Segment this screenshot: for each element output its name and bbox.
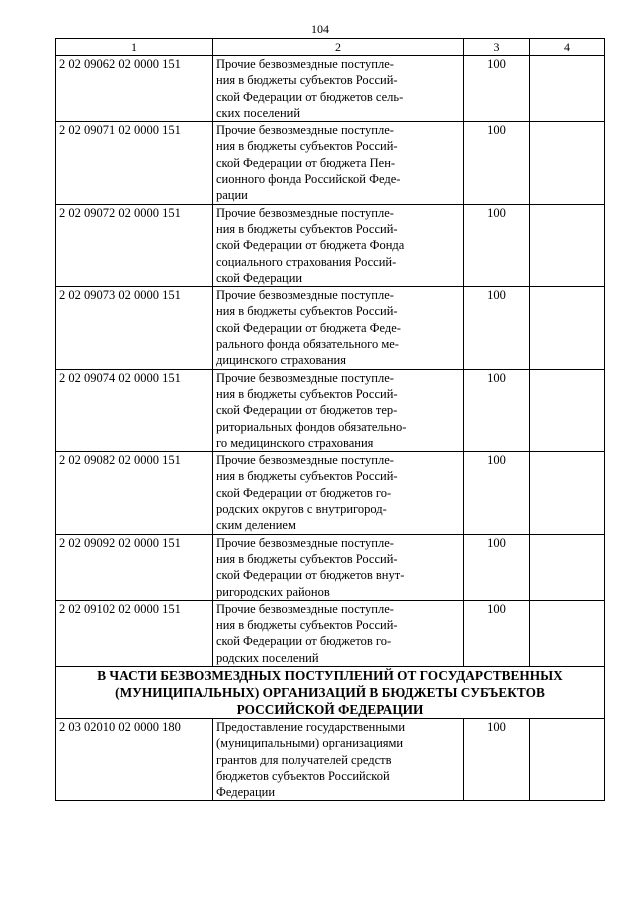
budget-code-cell: 2 02 09062 02 0000 151	[56, 56, 213, 122]
description-cell	[213, 56, 464, 122]
empty-cell	[530, 369, 605, 451]
description-line: ской Федерации от бюджетов го-	[216, 485, 392, 500]
description-line: ния в бюджеты субъектов Россий-	[216, 221, 398, 236]
header-cell-2: 2	[213, 39, 464, 56]
budget-table-body	[56, 39, 605, 801]
header-cell-4: 4	[530, 39, 605, 56]
description-line: ния в бюджеты субъектов Россий-	[216, 304, 398, 319]
table-row	[56, 369, 605, 451]
description-line: ния в бюджеты субъектов Россий-	[216, 551, 398, 566]
value-cell: 100	[464, 122, 530, 204]
description-line: рации	[216, 188, 248, 203]
description-line: Прочие безвозмездные поступле-	[216, 370, 394, 385]
description-cell	[213, 369, 464, 451]
description-cell	[213, 122, 464, 204]
description-line: грантов для получателей средств	[216, 752, 392, 767]
description-line: бюджетов субъектов Российской	[216, 768, 390, 783]
description-line: Прочие безвозмездные поступле-	[216, 288, 394, 303]
description-line: риториальных фондов обязательно-	[216, 419, 407, 434]
budget-code-cell: 2 02 09092 02 0000 151	[56, 534, 213, 600]
section-heading-line: РОССИЙСКОЙ ФЕДЕРАЦИИ	[236, 701, 424, 717]
budget-table	[55, 38, 605, 801]
budget-code-cell: 2 02 09082 02 0000 151	[56, 452, 213, 534]
budget-code-cell: 2 02 09074 02 0000 151	[56, 369, 213, 451]
description-line: родских поселений	[216, 650, 319, 665]
description-line: ской Федерации	[216, 270, 303, 285]
description-line: ской Федерации от бюджетов тер-	[216, 403, 398, 418]
empty-cell	[530, 534, 605, 600]
page-number: 104	[311, 22, 329, 36]
description-line: ских поселений	[216, 105, 301, 120]
empty-cell	[530, 600, 605, 666]
description-line: ской Федерации от бюджетов внут-	[216, 568, 405, 583]
value-cell: 100	[464, 718, 530, 800]
description-line: ской Федерации от бюджета Фонда	[216, 238, 405, 253]
header-row	[56, 39, 605, 56]
empty-cell	[530, 287, 605, 369]
description-line: родских округов с внутригород-	[216, 502, 387, 517]
section-heading-row	[56, 666, 605, 718]
table-row	[56, 56, 605, 122]
description-line: ния в бюджеты субъектов Россий-	[216, 386, 398, 401]
description-line: Прочие безвозмездные поступле-	[216, 535, 394, 550]
budget-code-cell: 2 03 02010 02 0000 180	[56, 718, 213, 800]
header-cell-3: 3	[464, 39, 530, 56]
description-line: сионного фонда Российской Феде-	[216, 172, 401, 187]
description-line: ния в бюджеты субъектов Россий-	[216, 469, 398, 484]
section-heading-line: (МУНИЦИПАЛЬНЫХ) ОРГАНИЗАЦИЙ В БЮДЖЕТЫ СУБЪЕКТОВ	[115, 684, 545, 700]
description-cell	[213, 452, 464, 534]
budget-code-cell: 2 02 09102 02 0000 151	[56, 600, 213, 666]
description-cell	[213, 534, 464, 600]
budget-code-cell: 2 02 09071 02 0000 151	[56, 122, 213, 204]
description-line: социального страхования Россий-	[216, 254, 397, 269]
budget-code-cell: 2 02 09072 02 0000 151	[56, 204, 213, 286]
description-line: Прочие безвозмездные поступле-	[216, 601, 394, 616]
table-row	[56, 287, 605, 369]
table-row	[56, 534, 605, 600]
table-row	[56, 718, 605, 800]
description-line: (муниципальными) организациями	[216, 736, 404, 751]
description-line: Федерации	[216, 785, 276, 800]
table-row	[56, 452, 605, 534]
description-line: Прочие безвозмездные поступле-	[216, 123, 394, 138]
value-cell: 100	[464, 534, 530, 600]
description-line: Предоставление государственными	[216, 719, 406, 734]
description-line: ской Федерации от бюджета Пен-	[216, 155, 396, 170]
empty-cell	[530, 122, 605, 204]
description-line: ния в бюджеты субъектов Россий-	[216, 139, 398, 154]
section-heading-line: В ЧАСТИ БЕЗВОЗМЕЗДНЫХ ПОСТУПЛЕНИЙ ОТ ГОСУДАРСТВЕННЫХ	[97, 667, 563, 683]
table-row	[56, 204, 605, 286]
value-cell: 100	[464, 56, 530, 122]
description-line: ния в бюджеты субъектов Россий-	[216, 73, 398, 88]
header-cell-1: 1	[56, 39, 213, 56]
description-line: ской Федерации от бюджетов сель-	[216, 89, 404, 104]
description-cell	[213, 718, 464, 800]
empty-cell	[530, 452, 605, 534]
empty-cell	[530, 718, 605, 800]
description-line: Прочие безвозмездные поступле-	[216, 57, 394, 71]
table-row	[56, 600, 605, 666]
description-line: ским делением	[216, 518, 296, 533]
description-cell	[213, 204, 464, 286]
budget-code-cell: 2 02 09073 02 0000 151	[56, 287, 213, 369]
description-line: Прочие безвозмездные поступле-	[216, 205, 394, 220]
section-heading	[56, 666, 605, 718]
table-row	[56, 122, 605, 204]
description-line: рального фонда обязательного ме-	[216, 337, 399, 352]
description-cell	[213, 287, 464, 369]
description-line: ния в бюджеты субъектов Россий-	[216, 618, 398, 633]
description-line: дицинского страхования	[216, 353, 346, 368]
value-cell: 100	[464, 369, 530, 451]
value-cell: 100	[464, 600, 530, 666]
description-line: ригородских районов	[216, 584, 330, 599]
description-line: ской Федерации от бюджетов го-	[216, 634, 392, 649]
description-line: го медицинского страхования	[216, 435, 374, 450]
value-cell: 100	[464, 287, 530, 369]
description-line: ской Федерации от бюджета Феде-	[216, 320, 401, 335]
description-cell	[213, 600, 464, 666]
value-cell: 100	[464, 452, 530, 534]
value-cell: 100	[464, 204, 530, 286]
description-line: Прочие безвозмездные поступле-	[216, 453, 394, 468]
empty-cell	[530, 56, 605, 122]
empty-cell	[530, 204, 605, 286]
